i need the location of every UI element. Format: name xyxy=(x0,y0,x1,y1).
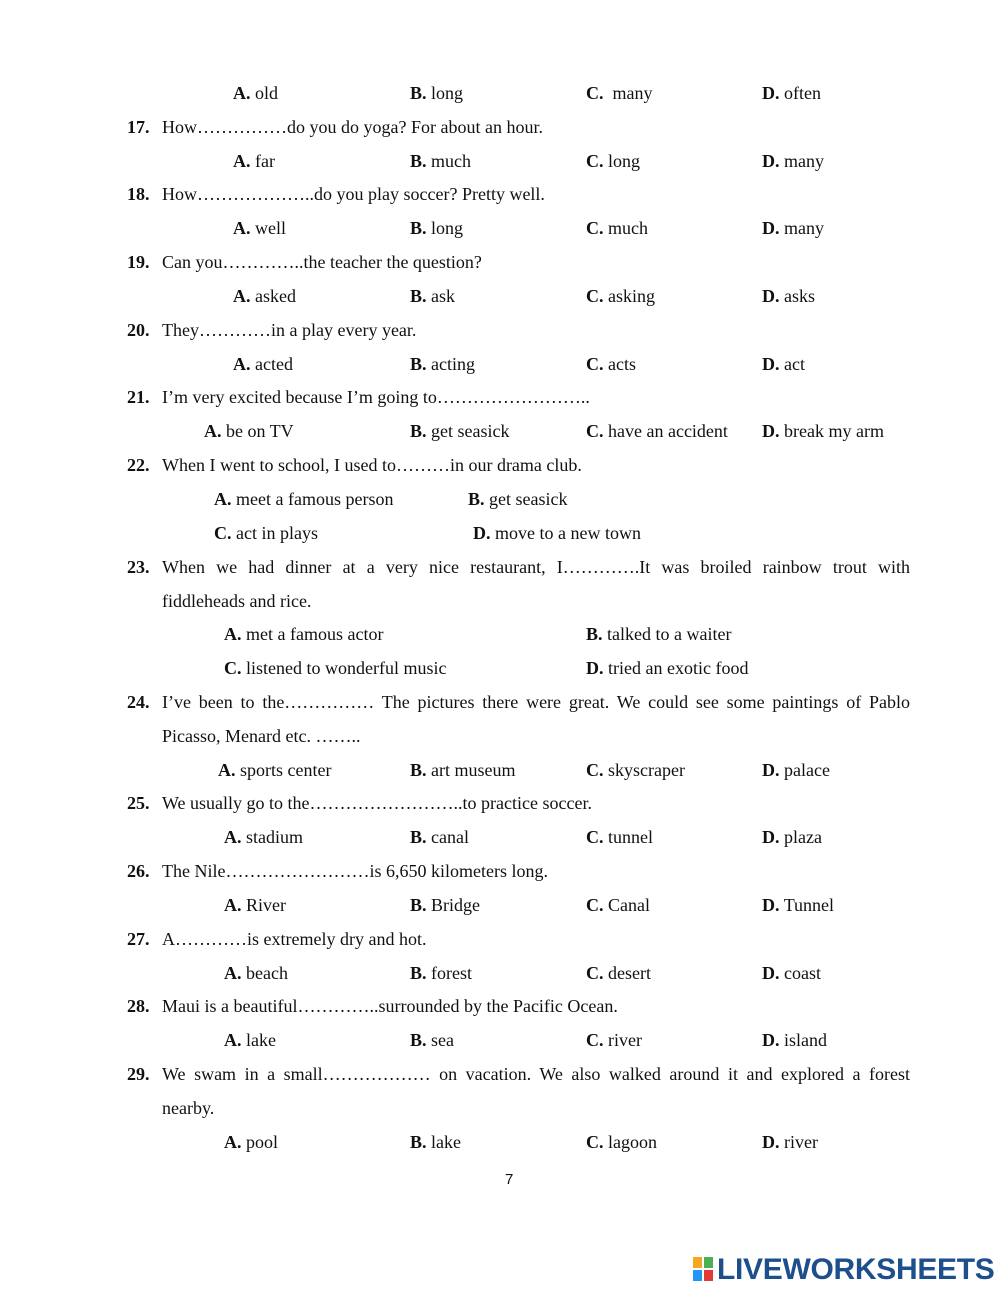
q29-option-a[interactable]: A. pool xyxy=(224,1132,279,1152)
question-number: 18. xyxy=(127,184,150,204)
q27-option-d[interactable]: D. coast xyxy=(762,963,821,983)
q20-option-c[interactable]: C. acts xyxy=(586,354,636,374)
question-text: Can you…………..the teacher the question? xyxy=(162,252,482,272)
question-number: 22. xyxy=(127,455,150,475)
q28-option-d[interactable]: D. island xyxy=(762,1030,827,1050)
question-text: They…………in a play every year. xyxy=(162,320,417,340)
question-number: 29. xyxy=(127,1064,150,1084)
q24-option-a[interactable]: A. sports center xyxy=(218,760,332,780)
q18-option-d[interactable]: D. many xyxy=(762,218,824,238)
brand-name: LIVEWORKSHEETS xyxy=(717,1253,995,1286)
q19-option-d[interactable]: D. asks xyxy=(762,286,815,306)
q16-option-b[interactable]: B. long xyxy=(410,83,464,103)
question-number: 17. xyxy=(127,117,150,137)
q20-option-d[interactable]: D. act xyxy=(762,354,805,374)
q22-option-a[interactable]: A. meet a famous person xyxy=(214,489,394,509)
q22-option-b[interactable]: B. get seasick xyxy=(468,489,568,509)
question-number: 28. xyxy=(127,996,150,1016)
q20-option-b[interactable]: B. acting xyxy=(410,354,475,374)
question-text: We usually go to the……………………..to practice soccer. xyxy=(162,793,592,813)
q16-option-d[interactable]: D. often xyxy=(762,83,821,103)
q18-option-c[interactable]: C. much xyxy=(586,218,648,238)
question-number: 23. xyxy=(127,557,150,577)
q18-option-b[interactable]: B. long xyxy=(410,218,464,238)
question-23-continued: fiddleheads and rice. xyxy=(162,591,312,611)
q17-option-a[interactable]: A. far xyxy=(233,151,275,171)
q21-option-b[interactable]: B. get seasick xyxy=(410,421,510,441)
question-number: 26. xyxy=(127,861,150,881)
question-number: 27. xyxy=(127,929,150,949)
q25-option-a[interactable]: A. stadium xyxy=(224,827,303,847)
q23-option-a[interactable]: A. met a famous actor xyxy=(224,624,384,644)
q28-option-b[interactable]: B. sea xyxy=(410,1030,454,1050)
q22-option-d[interactable]: D. move to a new town xyxy=(473,523,641,543)
q28-option-a[interactable]: A. lake xyxy=(224,1030,276,1050)
q27-option-b[interactable]: B. forest xyxy=(410,963,472,983)
q17-option-d[interactable]: D. many xyxy=(762,151,824,171)
q24-option-d[interactable]: D. palace xyxy=(762,760,830,780)
q27-option-c[interactable]: C. desert xyxy=(586,963,651,983)
question-text: The Nile……………………is 6,650 kilometers long. xyxy=(162,861,548,881)
q25-option-c[interactable]: C. tunnel xyxy=(586,827,653,847)
q20-option-a[interactable]: A. acted xyxy=(233,354,293,374)
q28-option-c[interactable]: C. river xyxy=(586,1030,642,1050)
q29-option-d[interactable]: D. river xyxy=(762,1132,818,1152)
question-text: I’m very excited because I’m going to…………………….. xyxy=(162,387,590,407)
question-29-continued: nearby. xyxy=(162,1098,215,1118)
q25-option-b[interactable]: B. canal xyxy=(410,827,469,847)
q26-option-a[interactable]: A. River xyxy=(224,895,286,915)
q27-option-a[interactable]: A. beach xyxy=(224,963,288,983)
liveworksheets-icon xyxy=(693,1257,715,1283)
question-number: 20. xyxy=(127,320,150,340)
question-text: When we had dinner at a very nice restaurant, I………….It was broiled rainbow trout with xyxy=(162,557,910,577)
question-number: 19. xyxy=(127,252,150,272)
q19-option-b[interactable]: B. ask xyxy=(410,286,456,306)
question-number: 24. xyxy=(127,692,150,712)
q18-option-a[interactable]: A. well xyxy=(233,218,286,238)
q21-option-a[interactable]: A. be on TV xyxy=(204,421,294,441)
q21-option-d[interactable]: D. break my arm xyxy=(762,421,884,441)
q26-option-b[interactable]: B. Bridge xyxy=(410,895,481,915)
q29-option-c[interactable]: C. lagoon xyxy=(586,1132,657,1152)
q19-option-a[interactable]: A. asked xyxy=(233,286,296,306)
q26-option-d[interactable]: D. Tunnel xyxy=(762,895,835,915)
q17-option-c[interactable]: C. long xyxy=(586,151,641,171)
q26-option-c[interactable]: C. Canal xyxy=(586,895,650,915)
question-text: I’ve been to the…………… The pictures there were great. We could see some paintings of Pablo xyxy=(162,692,910,712)
question-text: How………………..do you play soccer? Pretty well. xyxy=(162,184,545,204)
question-number: 25. xyxy=(127,793,150,813)
question-number: 21. xyxy=(127,387,150,407)
question-text: How……………do you do yoga? For about an hour. xyxy=(162,117,543,137)
q23-option-d[interactable]: D. tried an exotic food xyxy=(586,658,749,678)
q24-option-c[interactable]: C. skyscraper xyxy=(586,760,685,780)
q23-option-c[interactable]: C. listened to wonderful music xyxy=(224,658,447,678)
q17-option-b[interactable]: B. much xyxy=(410,151,472,171)
question-text: We swam in a small……………… on vacation. We also walked around it and explored a forest xyxy=(162,1064,910,1084)
question-text: Maui is a beautiful…………..surrounded by the Pacific Ocean. xyxy=(162,996,618,1016)
question-text: A…………is extremely dry and hot. xyxy=(162,929,427,949)
q19-option-c[interactable]: C. asking xyxy=(586,286,655,306)
q21-option-c[interactable]: C. have an accident xyxy=(586,421,728,441)
q22-option-c[interactable]: C. act in plays xyxy=(214,523,318,543)
page-number: 7 xyxy=(505,1171,514,1188)
q16-option-a[interactable]: A. old xyxy=(233,83,279,103)
q24-option-b[interactable]: B. art museum xyxy=(410,760,516,780)
liveworksheets-logo xyxy=(693,1254,995,1286)
q25-option-d[interactable]: D. plaza xyxy=(762,827,822,847)
q29-option-b[interactable]: B. lake xyxy=(410,1132,461,1152)
question-24-continued: Picasso, Menard etc. …….. xyxy=(162,726,361,746)
question-text: When I went to school, I used to………in our drama club. xyxy=(162,455,582,475)
q23-option-b[interactable]: B. talked to a waiter xyxy=(586,624,732,644)
q16-option-c[interactable]: C. many xyxy=(586,83,653,103)
